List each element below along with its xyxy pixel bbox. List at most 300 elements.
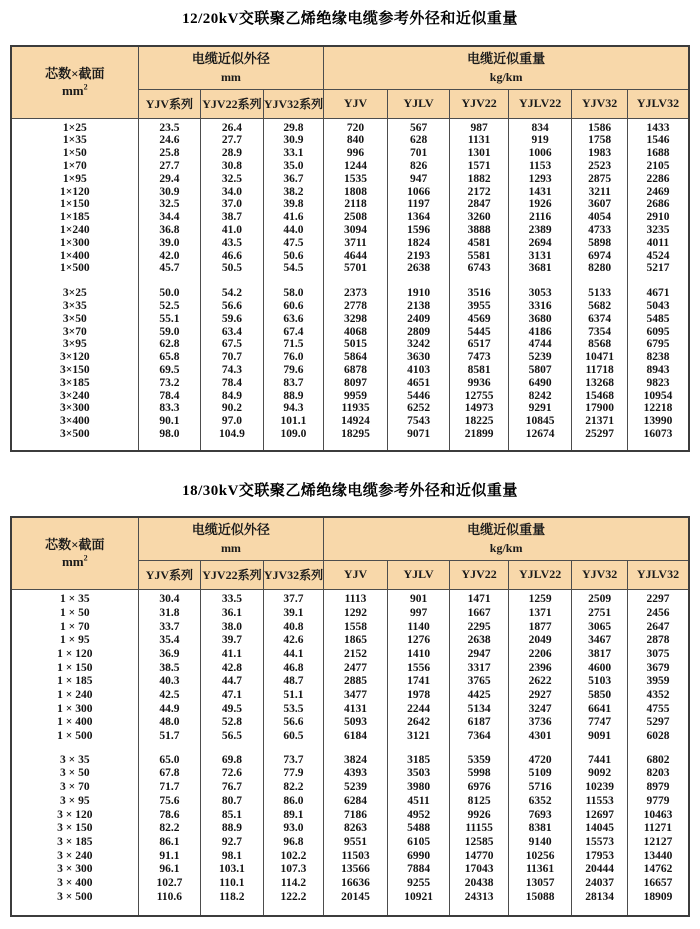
value-cell: 3121 — [387, 730, 450, 744]
value-cell: 37.0 — [201, 199, 264, 212]
value-cell: 60.6 — [263, 300, 324, 313]
value-cell: 1571 — [450, 160, 509, 173]
value-cell: 67.4 — [263, 326, 324, 339]
value-cell: 101.1 — [263, 416, 324, 429]
value-cell: 6028 — [627, 730, 689, 744]
value-cell: 6802 — [627, 754, 689, 768]
value-cell: 50.5 — [201, 263, 264, 276]
value-cell: 5093 — [324, 716, 388, 730]
value-cell: 3711 — [324, 237, 388, 250]
value-cell: 9936 — [450, 377, 509, 390]
spec-cell: 1×240 — [11, 224, 138, 237]
value-cell: 42.6 — [263, 634, 324, 648]
table-row — [11, 135, 689, 148]
value-cell: 33.5 — [201, 593, 264, 607]
value-cell: 9071 — [387, 428, 450, 441]
value-cell: 8125 — [450, 795, 509, 809]
value-cell: 67.8 — [138, 767, 201, 781]
value-cell: 6105 — [387, 836, 450, 850]
value-cell: 75.6 — [138, 795, 201, 809]
value-cell: 25.8 — [138, 148, 201, 161]
value-cell: 14924 — [324, 416, 388, 429]
value-cell: 2138 — [387, 300, 450, 313]
spacer-cell — [450, 441, 509, 451]
value-cell: 840 — [324, 135, 388, 148]
value-cell: 9092 — [572, 767, 627, 781]
header-series-yjlv22: YJLV22 — [508, 560, 572, 589]
value-cell: 39.1 — [263, 607, 324, 621]
spacer-cell — [263, 276, 324, 288]
value-cell: 73.2 — [138, 377, 201, 390]
value-cell: 7693 — [508, 808, 572, 822]
spec-cell: 1 × 35 — [11, 593, 138, 607]
spacer-row — [11, 744, 689, 754]
table-row — [11, 160, 689, 173]
value-cell: 567 — [387, 122, 450, 135]
value-cell: 88.9 — [263, 390, 324, 403]
value-cell: 5850 — [572, 689, 627, 703]
value-cell: 9823 — [627, 377, 689, 390]
spec-cell: 3×300 — [11, 403, 138, 416]
value-cell: 997 — [387, 607, 450, 621]
value-cell: 3185 — [387, 754, 450, 768]
value-cell: 2947 — [450, 648, 509, 662]
weight-group-unit: kg/km — [489, 69, 523, 84]
value-cell: 65.8 — [138, 352, 201, 365]
spacer-cell — [324, 276, 388, 288]
spacer-cell — [201, 904, 264, 916]
value-cell: 6284 — [324, 795, 388, 809]
value-cell: 1276 — [387, 634, 450, 648]
value-cell: 2910 — [627, 212, 689, 225]
value-cell: 70.7 — [201, 352, 264, 365]
spacer-cell — [201, 744, 264, 754]
value-cell: 16636 — [324, 877, 388, 891]
value-cell: 5103 — [572, 675, 627, 689]
value-cell: 2847 — [450, 199, 509, 212]
value-cell: 56.5 — [201, 730, 264, 744]
value-cell: 59.6 — [201, 313, 264, 326]
value-cell: 15573 — [572, 836, 627, 850]
value-cell: 5239 — [324, 781, 388, 795]
spec-cell: 1×500 — [11, 263, 138, 276]
value-cell: 3094 — [324, 224, 388, 237]
table-header — [11, 46, 689, 118]
value-cell: 6184 — [324, 730, 388, 744]
value-cell: 4511 — [387, 795, 450, 809]
spacer-cell — [508, 904, 572, 916]
value-cell: 6517 — [450, 339, 509, 352]
value-cell: 1471 — [450, 593, 509, 607]
value-cell: 46.6 — [201, 250, 264, 263]
value-cell: 9140 — [508, 836, 572, 850]
value-cell: 73.7 — [263, 754, 324, 768]
value-cell: 98.1 — [201, 850, 264, 864]
table-row — [11, 224, 689, 237]
value-cell: 4131 — [324, 703, 388, 717]
value-cell: 7884 — [387, 863, 450, 877]
value-cell: 6743 — [450, 263, 509, 276]
value-cell: 3242 — [387, 339, 450, 352]
value-cell: 3316 — [508, 300, 572, 313]
value-cell: 96.8 — [263, 836, 324, 850]
value-cell: 88.9 — [201, 822, 264, 836]
value-cell: 18295 — [324, 428, 388, 441]
value-cell: 38.5 — [138, 662, 201, 676]
spacer-cell — [11, 276, 138, 288]
value-cell: 16657 — [627, 877, 689, 891]
value-cell: 82.2 — [138, 822, 201, 836]
value-cell: 7354 — [572, 326, 627, 339]
value-cell: 89.1 — [263, 808, 324, 822]
value-cell: 3888 — [450, 224, 509, 237]
value-cell: 2105 — [627, 160, 689, 173]
value-cell: 4186 — [508, 326, 572, 339]
value-cell: 36.8 — [138, 224, 201, 237]
table-row — [11, 781, 689, 795]
value-cell: 1546 — [627, 135, 689, 148]
value-cell: 30.8 — [201, 160, 264, 173]
value-cell: 9926 — [450, 808, 509, 822]
value-cell: 4651 — [387, 377, 450, 390]
table-body — [11, 589, 689, 916]
value-cell: 3824 — [324, 754, 388, 768]
spacer-cell — [138, 744, 201, 754]
value-cell: 1371 — [508, 607, 572, 621]
value-cell: 6187 — [450, 716, 509, 730]
value-cell: 9959 — [324, 390, 388, 403]
value-cell: 54.5 — [263, 263, 324, 276]
value-cell: 12585 — [450, 836, 509, 850]
value-cell: 8263 — [324, 822, 388, 836]
table-row — [11, 186, 689, 199]
value-cell: 71.5 — [263, 339, 324, 352]
value-cell: 2409 — [387, 313, 450, 326]
weight-group-unit: kg/km — [489, 540, 523, 555]
value-cell: 37.7 — [263, 593, 324, 607]
value-cell: 18909 — [627, 891, 689, 905]
table-row — [11, 716, 689, 730]
value-cell: 3503 — [387, 767, 450, 781]
spec-cell: 3 × 500 — [11, 891, 138, 905]
value-cell: 110.1 — [201, 877, 264, 891]
value-cell: 834 — [508, 122, 572, 135]
value-cell: 4011 — [627, 237, 689, 250]
header-od-group — [138, 517, 324, 560]
spec-cell: 1 × 185 — [11, 675, 138, 689]
spacer-cell — [450, 744, 509, 754]
value-cell: 50.0 — [138, 288, 201, 301]
value-cell: 13990 — [627, 416, 689, 429]
value-cell: 54.2 — [201, 288, 264, 301]
table-row — [11, 808, 689, 822]
value-cell: 36.1 — [201, 607, 264, 621]
value-cell: 39.0 — [138, 237, 201, 250]
value-cell: 41.6 — [263, 212, 324, 225]
value-cell: 8381 — [508, 822, 572, 836]
value-cell: 3075 — [627, 648, 689, 662]
value-cell: 44.1 — [263, 648, 324, 662]
value-cell: 5716 — [508, 781, 572, 795]
value-cell: 1978 — [387, 689, 450, 703]
od-group-label: 电缆近似外径 — [191, 522, 270, 538]
value-cell: 7747 — [572, 716, 627, 730]
value-cell: 1006 — [508, 148, 572, 161]
header-series-yjv22: YJV22 — [450, 560, 509, 589]
spec-cell: 1 × 50 — [11, 607, 138, 621]
value-cell: 122.2 — [263, 891, 324, 905]
value-cell: 32.5 — [201, 173, 264, 186]
table-row — [11, 648, 689, 662]
value-cell: 52.5 — [138, 300, 201, 313]
value-cell: 6374 — [572, 313, 627, 326]
table-row — [11, 326, 689, 339]
value-cell: 32.5 — [138, 199, 201, 212]
value-cell: 9291 — [508, 403, 572, 416]
value-cell: 102.7 — [138, 877, 201, 891]
value-cell: 7543 — [387, 416, 450, 429]
table-row — [11, 836, 689, 850]
value-cell: 5864 — [324, 352, 388, 365]
spec-cell: 3 × 95 — [11, 795, 138, 809]
value-cell: 16073 — [627, 428, 689, 441]
value-cell: 996 — [324, 148, 388, 161]
value-cell: 25297 — [572, 428, 627, 441]
header-series-yjv32-od: YJV32系列 — [263, 560, 324, 589]
value-cell: 2508 — [324, 212, 388, 225]
value-cell: 8280 — [572, 263, 627, 276]
header-series-yjv-od: YJV系列 — [138, 560, 201, 589]
value-cell: 36.7 — [263, 173, 324, 186]
value-cell: 5015 — [324, 339, 388, 352]
cable-spec-table-18-30kv — [10, 516, 690, 917]
value-cell: 3260 — [450, 212, 509, 225]
table-row — [11, 850, 689, 864]
value-cell: 2694 — [508, 237, 572, 250]
spec-cell: 3 × 120 — [11, 808, 138, 822]
value-cell: 15088 — [508, 891, 572, 905]
table-row — [11, 403, 689, 416]
value-cell: 44.9 — [138, 703, 201, 717]
value-cell: 4671 — [627, 288, 689, 301]
value-cell: 2297 — [627, 593, 689, 607]
spacer-cell — [508, 744, 572, 754]
value-cell: 12127 — [627, 836, 689, 850]
table-row — [11, 300, 689, 313]
value-cell: 3630 — [387, 352, 450, 365]
value-cell: 5701 — [324, 263, 388, 276]
value-cell: 4524 — [627, 250, 689, 263]
value-cell: 1558 — [324, 621, 388, 635]
spacer-cell — [263, 441, 324, 451]
value-cell: 63.4 — [201, 326, 264, 339]
value-cell: 4425 — [450, 689, 509, 703]
value-cell: 94.3 — [263, 403, 324, 416]
value-cell: 3980 — [387, 781, 450, 795]
value-cell: 1865 — [324, 634, 388, 648]
table-row — [11, 795, 689, 809]
value-cell: 10954 — [627, 390, 689, 403]
value-cell: 69.8 — [201, 754, 264, 768]
value-cell: 11155 — [450, 822, 509, 836]
value-cell: 78.6 — [138, 808, 201, 822]
value-cell: 628 — [387, 135, 450, 148]
spec-cell: 3×70 — [11, 326, 138, 339]
value-cell: 102.2 — [263, 850, 324, 864]
table-row — [11, 173, 689, 186]
value-cell: 1758 — [572, 135, 627, 148]
value-cell: 62.8 — [138, 339, 201, 352]
spec-cell: 3×95 — [11, 339, 138, 352]
value-cell: 1433 — [627, 122, 689, 135]
value-cell: 13057 — [508, 877, 572, 891]
value-cell: 55.1 — [138, 313, 201, 326]
value-cell: 2172 — [450, 186, 509, 199]
cores-unit: mm — [61, 83, 84, 99]
value-cell: 5446 — [387, 390, 450, 403]
value-cell: 3516 — [450, 288, 509, 301]
value-cell: 6878 — [324, 364, 388, 377]
value-cell: 91.1 — [138, 850, 201, 864]
od-group-label: 电缆近似外径 — [191, 51, 270, 67]
value-cell: 10471 — [572, 352, 627, 365]
value-cell: 109.0 — [263, 428, 324, 441]
value-cell: 826 — [387, 160, 450, 173]
value-cell: 10463 — [627, 808, 689, 822]
value-cell: 24313 — [450, 891, 509, 905]
value-cell: 3298 — [324, 313, 388, 326]
spacer-cell — [11, 744, 138, 754]
cores-label: 芯数×截面 — [45, 536, 105, 552]
spacer-cell — [627, 744, 689, 754]
value-cell: 49.5 — [201, 703, 264, 717]
header-series-yjv: YJV — [324, 560, 388, 589]
value-cell: 90.1 — [138, 416, 201, 429]
value-cell: 27.7 — [138, 160, 201, 173]
header-series-yjv32: YJV32 — [572, 89, 627, 118]
value-cell: 2477 — [324, 662, 388, 676]
value-cell: 30.9 — [263, 135, 324, 148]
spacer-cell — [450, 904, 509, 916]
table-row — [11, 199, 689, 212]
value-cell: 36.9 — [138, 648, 201, 662]
value-cell: 5581 — [450, 250, 509, 263]
value-cell: 2638 — [387, 263, 450, 276]
table-row — [11, 313, 689, 326]
value-cell: 110.6 — [138, 891, 201, 905]
header-series-yjv22: YJV22 — [450, 89, 509, 118]
value-cell: 21899 — [450, 428, 509, 441]
table-row — [11, 689, 689, 703]
spacer-cell — [11, 904, 138, 916]
table-row — [11, 634, 689, 648]
value-cell: 3467 — [572, 634, 627, 648]
header-series-yjv22-od: YJV22系列 — [201, 560, 264, 589]
value-cell: 11718 — [572, 364, 627, 377]
value-cell: 3680 — [508, 313, 572, 326]
value-cell: 6095 — [627, 326, 689, 339]
value-cell: 24.6 — [138, 135, 201, 148]
value-cell: 4352 — [627, 689, 689, 703]
value-cell: 1808 — [324, 186, 388, 199]
value-cell: 80.7 — [201, 795, 264, 809]
value-cell: 47.1 — [201, 689, 264, 703]
value-cell: 56.6 — [201, 300, 264, 313]
value-cell: 23.5 — [138, 122, 201, 135]
spec-cell: 3×120 — [11, 352, 138, 365]
value-cell: 1140 — [387, 621, 450, 635]
value-cell: 2927 — [508, 689, 572, 703]
header-cores-section — [11, 46, 138, 118]
value-cell: 9091 — [572, 730, 627, 744]
od-group-unit: mm — [220, 540, 241, 555]
value-cell: 3817 — [572, 648, 627, 662]
spec-cell: 1×95 — [11, 173, 138, 186]
value-cell: 2244 — [387, 703, 450, 717]
value-cell: 5998 — [450, 767, 509, 781]
header-od-group — [138, 46, 324, 89]
value-cell: 4600 — [572, 662, 627, 676]
value-cell: 1293 — [508, 173, 572, 186]
value-cell: 98.0 — [138, 428, 201, 441]
value-cell: 93.0 — [263, 822, 324, 836]
spacer-row — [11, 904, 689, 916]
value-cell: 5807 — [508, 364, 572, 377]
value-cell: 78.4 — [201, 377, 264, 390]
value-cell: 7186 — [324, 808, 388, 822]
value-cell: 1113 — [324, 593, 388, 607]
value-cell: 4054 — [572, 212, 627, 225]
value-cell: 1882 — [450, 173, 509, 186]
value-cell: 38.7 — [201, 212, 264, 225]
spacer-cell — [387, 276, 450, 288]
value-cell: 50.6 — [263, 250, 324, 263]
spec-cell: 3 × 240 — [11, 850, 138, 864]
value-cell: 2751 — [572, 607, 627, 621]
value-cell: 3211 — [572, 186, 627, 199]
value-cell: 8238 — [627, 352, 689, 365]
value-cell: 2396 — [508, 662, 572, 676]
value-cell: 43.5 — [201, 237, 264, 250]
value-cell: 1926 — [508, 199, 572, 212]
value-cell: 38.0 — [201, 621, 264, 635]
value-cell: 44.7 — [201, 675, 264, 689]
value-cell: 9551 — [324, 836, 388, 850]
spec-cell: 3×25 — [11, 288, 138, 301]
value-cell: 118.2 — [201, 891, 264, 905]
table-row — [11, 767, 689, 781]
value-cell: 30.4 — [138, 593, 201, 607]
value-cell: 63.6 — [263, 313, 324, 326]
table-row — [11, 339, 689, 352]
value-cell: 1688 — [627, 148, 689, 161]
value-cell: 4644 — [324, 250, 388, 263]
value-cell: 2809 — [387, 326, 450, 339]
value-cell: 60.5 — [263, 730, 324, 744]
value-cell: 3681 — [508, 263, 572, 276]
spec-cell: 1×70 — [11, 160, 138, 173]
value-cell: 6990 — [387, 850, 450, 864]
value-cell: 6252 — [387, 403, 450, 416]
value-cell: 12697 — [572, 808, 627, 822]
value-cell: 26.4 — [201, 122, 264, 135]
value-cell: 8943 — [627, 364, 689, 377]
value-cell: 7441 — [572, 754, 627, 768]
value-cell: 1824 — [387, 237, 450, 250]
value-cell: 4733 — [572, 224, 627, 237]
value-cell: 3607 — [572, 199, 627, 212]
value-cell: 2509 — [572, 593, 627, 607]
